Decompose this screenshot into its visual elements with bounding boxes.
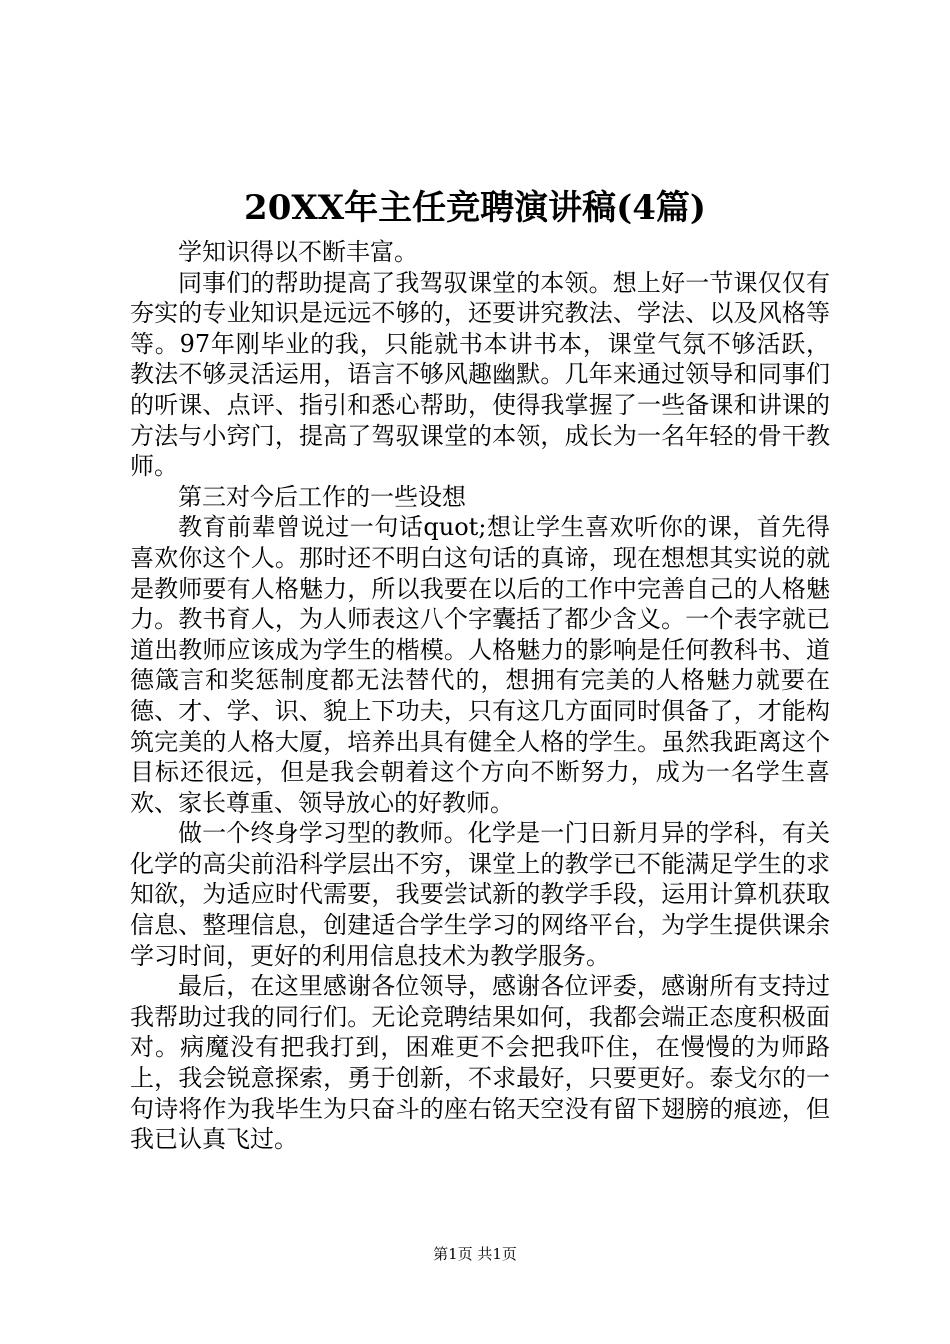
paragraph-3: 教育前辈曾说过一句话quot;想让学生喜欢听你的课，首先得喜欢你这个人。那时还不明白这句话的真谛，现在想想其实说的就是教师要有人格魅力，所以我要在以后的工作中完善自己的人格魅力。教书育人，为人师表这八个字囊括了都少含义。一个表字就已道出教师应该成为学生的楷模。人格魅力的影响是任何教科书、道德箴言和奖惩制度都无法替代的，想拥有完美的人格魅力就要在德、才、学、识、貌上下功夫，只有这几方面同时俱备了，才能构筑完美的人格大厦，培养出具有健全人格的学生。虽然我距离这个目标还很远，但是我会朝着这个方向不断努力，成为一名学生喜欢、家长尊重、领导放心的好教师。	[130, 513, 830, 817]
section-heading: 第三对今后工作的一些设想	[178, 482, 466, 511]
paragraph-1: 学知识得以不断丰富。	[178, 238, 418, 266]
paragraph-5: 最后，在这里感谢各位领导，感谢各位评委，感谢所有支持过我帮助过我的同行们。无论竞聘结果如何，我都会端正态度积极面对。病魔没有把我打到，困难更不会把我吓住，在慢慢的为师路上，我会锐意探索，勇于创新，不求最好，只要更好。泰戈尔的一句诗将作为我毕生为只奋斗的座右铭天空没有留下翅膀的痕迹，但我已认真飞过。	[130, 972, 830, 1154]
paragraph-4: 做一个终身学习型的教师。化学是一门日新月异的学科，有关化学的高尖前沿科学层出不穷，课堂上的教学已不能满足学生的求知欲，为适应时代需要，我要尝试新的教学手段，运用计算机获取信息、整理信息，创建适合学生学习的网络平台，为学生提供课余学习时间，更好的利用信息技术为教学服务。	[130, 819, 830, 970]
document-title: 20XX年主任竞聘演讲稿(4篇)	[244, 188, 706, 228]
page-footer: 第1页 共1页	[433, 1245, 517, 1263]
document-body	[130, 237, 830, 1155]
paragraph-2: 同事们的帮助提高了我驾驭课堂的本领。想上好一节课仅仅有夯实的专业知识是远远不够的，还要讲究教法、学法、以及风格等等。97年刚毕业的我，只能就书本讲书本，课堂气氛不够活跃，教法不够灵活运用，语言不够风趣幽默。几年来通过领导和同事们的听课、点评、指引和悉心帮助，使得我掌握了一些备课和讲课的方法与小窍门，提高了驾驭课堂的本领，成长为一名年轻的骨干教师。	[130, 268, 830, 481]
